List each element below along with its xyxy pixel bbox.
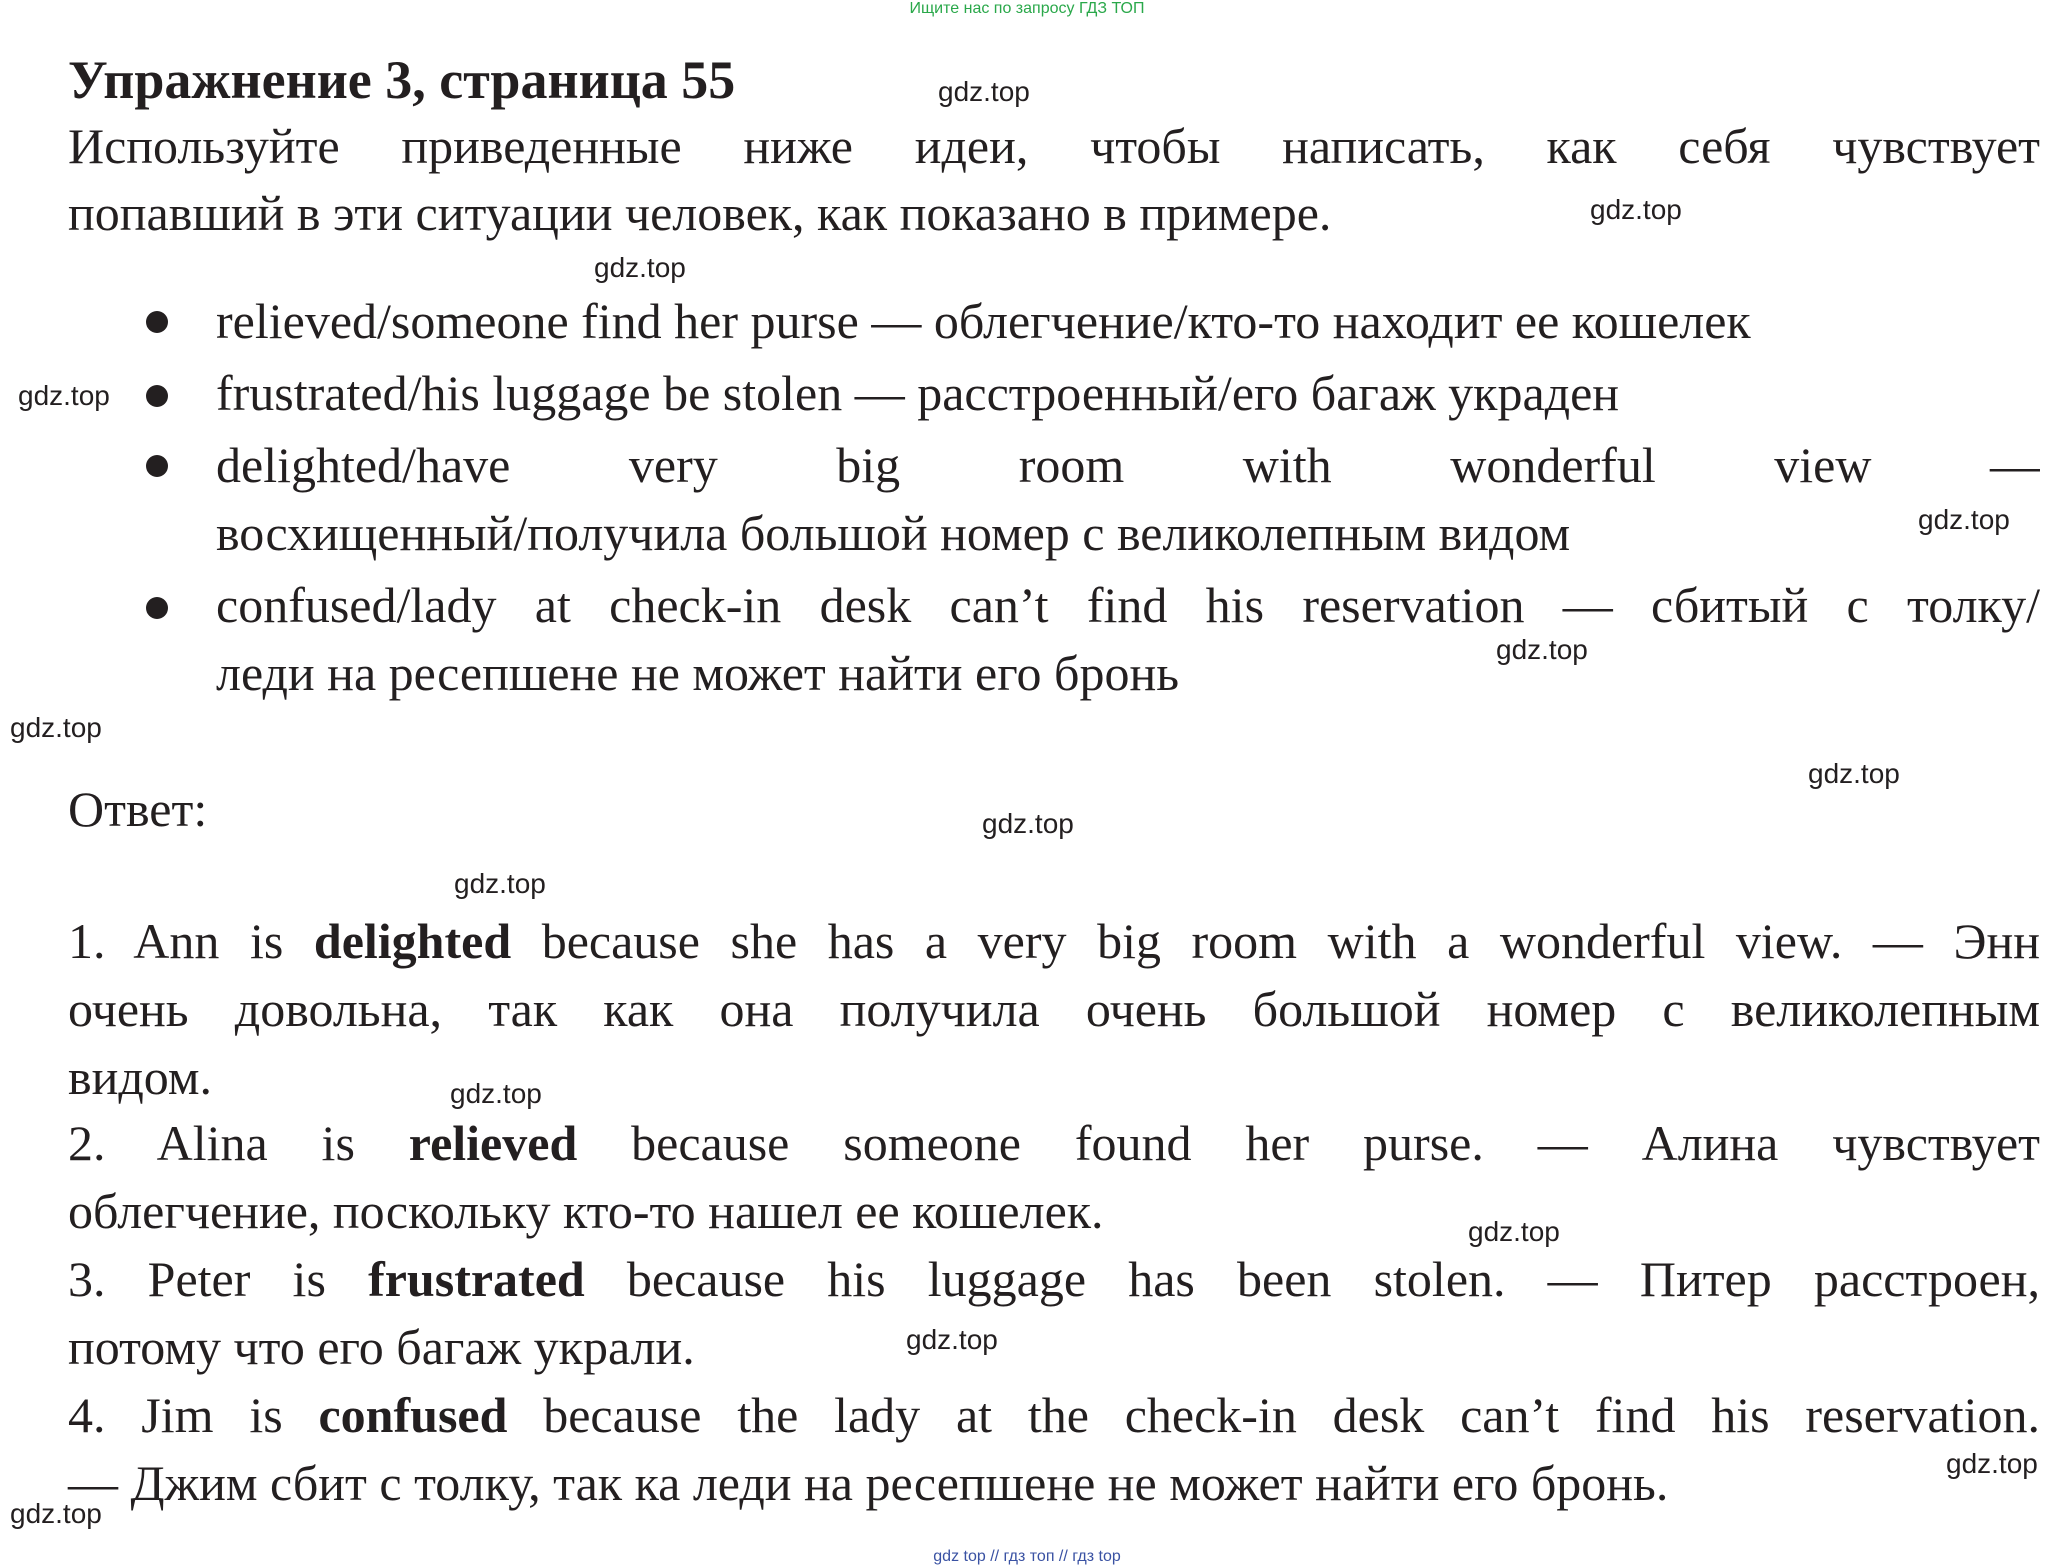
watermark: gdz.top [938,76,1030,107]
watermark: gdz.top [982,808,1074,839]
watermark: gdz.top [1808,758,1900,789]
watermark: gdz.top [1946,1448,2038,1479]
answer-3-number: 3. Peter is [68,1251,326,1307]
watermark: gdz.top [10,712,102,743]
bullet-icon [146,385,168,407]
watermark: gdz.top [1918,504,2010,535]
instruction-line-1: Используйте приведенные ниже идеи, чтобы написать, как себя чувствует [68,118,2040,174]
answer-4-line-2: — Джим сбит с толку, так ка леди на ресепшене не может найти его бронь. [68,1455,1669,1511]
bullet-icon [146,597,168,619]
watermark: gdz.top [1590,194,1682,225]
answer-3-text: because his luggage has been stolen. — Питер расстроен, [626,1251,2040,1307]
bullet-icon [146,455,168,477]
answer-4-line-1 [68,1382,2040,1448]
idea-4-line-1: confused/lady at check-in desk can’t find his reservation — сбитый с толку/ [216,577,2040,633]
answer-1-line-3: видом. [68,1049,212,1105]
footer-note: gdz top // гдз топ // гдз top [933,1548,1121,1565]
idea-4-line-2: леди на ресепшене не может найти его бронь [216,645,1180,701]
header-note: Ищите нас по запросу ГДЗ ТОП [909,0,1145,17]
answer-3-line-2: потому что его багаж украли. [68,1319,695,1375]
answer-2-line-2: облегчение, поскольку кто-то нашел ее кошелек. [68,1183,1104,1239]
watermark: gdz.top [594,252,686,283]
page-title: Упражнение 3, страница 55 [68,50,736,110]
answer-1-line-1 [68,908,2040,974]
watermark: gdz.top [454,868,546,899]
answer-3-keyword: frustrated [368,1251,585,1307]
bullet-icon [146,311,168,333]
watermark: gdz.top [10,1498,102,1529]
answer-1-number: 1. Ann is [68,913,284,969]
idea-1: relieved/someone find her purse — облегчение/кто-то находит ее кошелек [216,293,1751,349]
answer-1-line-2: очень довольна, так как она получила очень большой номер с великолепным [68,981,2040,1037]
idea-3-line-2: восхищенный/получила большой номер с великолепным видом [216,505,1571,561]
answer-1-keyword: delighted [313,913,512,969]
answer-label: Ответ: [68,781,208,837]
watermark: gdz.top [1468,1216,1560,1247]
answer-4-text: because the lady at the check-in desk can’t find his reservation. [543,1387,2040,1443]
answer-4-number: 4. Jim is [68,1387,283,1443]
answer-2-line-1 [68,1110,2040,1176]
answer-4-keyword: confused [318,1387,508,1443]
answer-1-text: because she has a very big room with a wonderful view. — Энн [541,913,2040,969]
watermark: gdz.top [1496,634,1588,665]
watermark: gdz.top [18,380,110,411]
idea-2: frustrated/his luggage be stolen — расстроенный/его багаж украден [216,365,1620,421]
watermark: gdz.top [450,1078,542,1109]
answer-3-line-1 [68,1246,2040,1312]
instruction-line-2: попавший в эти ситуации человек, как показано в примере. [68,185,1332,241]
answer-2-number: 2. Alina is [68,1115,355,1171]
answer-2-text: because someone found her purse. — Алина чувствует [631,1115,2040,1171]
idea-3-line-1: delighted/have very big room with wonderful view — [216,437,2040,493]
answer-2-keyword: relieved [408,1115,578,1171]
watermark: gdz.top [906,1324,998,1355]
